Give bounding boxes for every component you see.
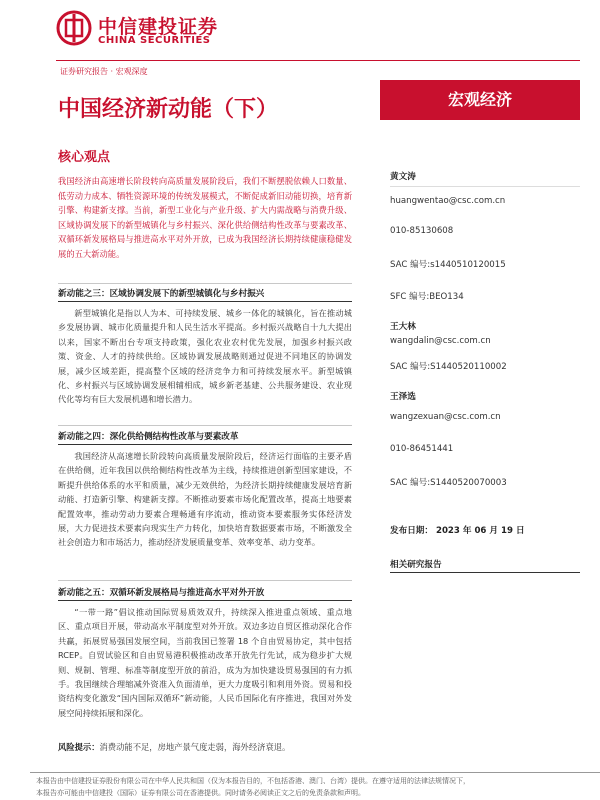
section-heading-3: 新动能之三：区域协调发展下的新型城镇化与乡村振兴 <box>58 289 265 299</box>
section-heading-5: 新动能之五：双循环新发展格局与推进高水平对外开放 <box>58 588 265 598</box>
core-views-heading: 核心观点 <box>58 150 111 165</box>
footer-disclaimer-line-2: 本报告亦可能由中信建投（国际）证券有限公司在香港提供。同时请务必阅读正文之后的免责条款和声明。 <box>36 789 365 797</box>
logo-name-en: CHINA SECURITIES <box>98 35 211 46</box>
analyst-sfc-id: SFC 编号:BEO134 <box>390 292 464 302</box>
analyst-name: 黄文涛 <box>390 172 416 182</box>
page-title: 中国经济新动能（下） <box>58 97 279 122</box>
section-3-paragraph: 新型城镇化是指以人为本、可持续发展、城乡一体化的城镇化，旨在推动城乡发展协调、城市化质量提升和人民生活水平提高。乡村振兴战略自十九大提出以来，国家不断出台专项支持政策，强化农业农村优先发展，加强乡村振兴政策、资金、人才的持续供给。区域协调发展战略则通过促进不同地区的协调发展，减少区域差距，提高整个区域的经济竞争力和可持续发展水平。新型城镇化、乡村振兴与区域协调发展相辅相成，城乡新老基建、公共服务建设、农业现代化等均有巨大发展机遇和增长潜力。 <box>58 308 352 405</box>
analyst-sac-id: SAC 编号:S1440520110002 <box>390 362 507 372</box>
category-band <box>380 80 580 120</box>
logo-name-cn: 中信建投证券 <box>98 16 219 38</box>
section-5-paragraph: “一带一路”倡议推动国际贸易质效双升，持续深入推进重点领域、重点地区、重点项目开展，带动高水平制度型对外开放。双边多边自贸区推动深化合作共赢，拓展贸易强国发展空间，当前我国已签署 18 个自由贸易协定，其中包括 RCEP。自贸试验区和自由贸易港积极推动改革开放先行先试，成为稳步扩大规则、规制、管理、标准等制度型开放的前沿，成为为加快建设贸易强国的有力抓手。我国继续合理缩减外资准入负面清单，更大力度吸引和利用外资。贸易和投资结构变化激发“国内国际双循环”新动能，人民币国际化有序推进，我国对外发展空间持续拓展和深化。 <box>58 607 352 718</box>
section-divider <box>58 283 352 284</box>
analyst-card <box>390 320 580 380</box>
summary-paragraph: 我国经济由高速增长阶段转向高质量发展阶段后，我们不断摆脱依赖人口数量、低劳动力成本、牺牲资源环境的传统发展模式，不断促成新旧动能切换，培育新引擎、构建新支撑。当前，新型工业化与产业升级、扩大内需战略与消费升级、区域协调发展下的新型城镇化与乡村振兴、深化供给侧结构性改革与要素改革、双循环新发展格局与推进高水平对外开放，已成为我国经济长期持续健康稳健发展的五大新动能。 <box>58 176 352 259</box>
related-divider <box>390 572 580 573</box>
section-divider <box>58 444 352 445</box>
risk-warning <box>58 741 352 753</box>
analyst-email[interactable]: wangdalin@csc.com.cn <box>390 336 491 346</box>
analyst-name: 王泽选 <box>390 392 416 402</box>
analyst-card <box>390 390 580 490</box>
analyst-email[interactable]: wangzexuan@csc.com.cn <box>390 412 501 422</box>
risk-text: 消费动能不足，房地产景气度走弱，海外经济衰退。 <box>99 742 291 752</box>
related-reports-heading: 相关研究报告 <box>390 560 442 570</box>
analyst-name: 王大林 <box>390 322 416 332</box>
footer-disclaimer-line-1: 本报告由中信建投证券股份有限公司在中华人民共和国（仅为本报告目的，不包括香港、澳门、台湾）提供。在遵守适用的法律法规情况下， <box>36 777 470 785</box>
section-divider <box>58 301 352 302</box>
company-logo <box>56 8 226 54</box>
section-divider <box>58 580 352 581</box>
analyst-sac-id: SAC 编号:s1440510120015 <box>390 260 506 270</box>
analyst-divider <box>390 186 580 187</box>
header-divider <box>56 60 580 61</box>
analyst-sac-id: SAC 编号:S1440520070003 <box>390 478 507 488</box>
logo-icon <box>56 10 92 46</box>
analyst-email[interactable]: huangwentao@csc.com.cn <box>390 196 506 206</box>
category-label: 宏观经济 <box>447 90 512 109</box>
analyst-phone: 010-85130608 <box>390 226 454 236</box>
risk-label: 风险提示： <box>58 742 100 752</box>
section-heading-4: 新动能之四：深化供给侧结构性改革与要素改革 <box>58 432 239 442</box>
section-4-paragraph: 我国经济从高速增长阶段转向高质量发展阶段后，经济运行面临的主要矛盾在供给侧，近年我国以供给侧结构性改革为主线，持续推进创新型国家建设，不断提升供给体系的水平和质量，减少无效供给，为经济长期持续健康发展培育新动能、打造新引擎、构建新支撑。不断推动要素市场化配置改革，提高土地要素配置效率，推动劳动力要素合理畅通有序流动，推动资本要素服务实体经济发展，大力促进技术要素向现实生产力转化，加快培育数据要素市场，不断激发全社会创造力和市场活力，推动经济发展质量变革、效率变革、动力变革。 <box>58 451 352 548</box>
analyst-card <box>390 170 580 315</box>
publish-date: 发布日期： 2023 年 06 月 19 日 <box>390 526 525 536</box>
section-divider <box>58 425 352 426</box>
breadcrumb: 证券研究报告 · 宏观深度 <box>60 67 148 76</box>
footer-divider <box>30 772 600 773</box>
section-divider <box>58 600 352 601</box>
analyst-phone: 010-86451441 <box>390 444 454 454</box>
